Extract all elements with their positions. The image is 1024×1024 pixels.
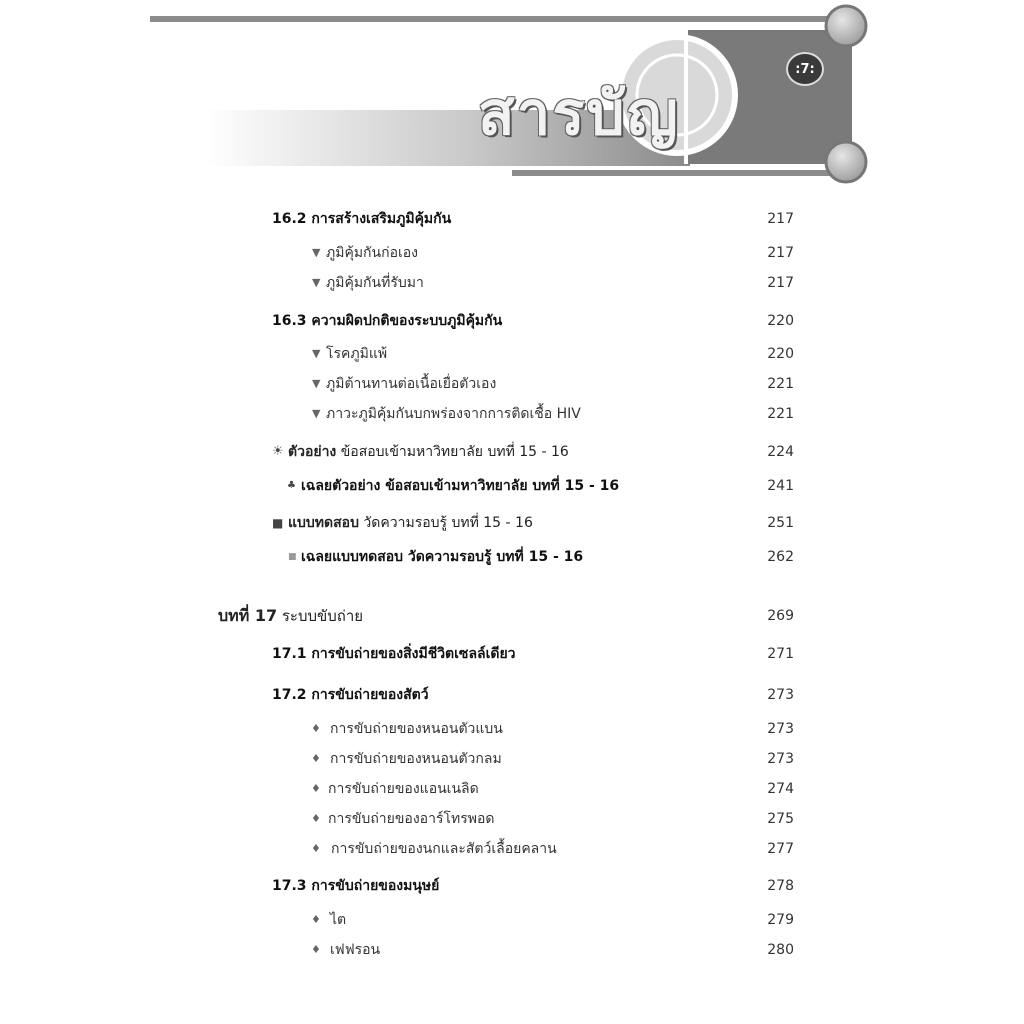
toc-entry (0, 369, 1024, 399)
toc-entry-page: 217 (767, 211, 794, 227)
toc-entry (0, 399, 1024, 429)
toc-title: สารบัญ (478, 79, 680, 149)
toc-entry (0, 542, 1024, 572)
toc-entry-label: 17.2 การขับถ่ายของสัตว์ (272, 687, 429, 703)
toc-chapter-title: ระบบขับถ่าย (281, 607, 364, 625)
toc-entry-label (288, 508, 533, 538)
toc-entry (0, 774, 1024, 804)
toc-entry (0, 639, 1024, 669)
toc-chapter (0, 601, 1024, 631)
diamond-bullet-icon: ♦ (311, 722, 321, 735)
toc-entry (0, 834, 1024, 864)
toc-chapter-number: บทที่ 17 (218, 606, 278, 625)
toc-entry-page: 275 (767, 811, 794, 827)
triangle-bullet-icon: ▼ (312, 407, 321, 420)
toc-entry-page: 279 (767, 912, 794, 928)
toc-entry-page: 217 (767, 275, 794, 291)
triangle-bullet-icon: ▼ (312, 276, 321, 289)
toc-entry-label: ภูมิคุ้มกันที่รับมา (326, 275, 424, 291)
toc-entry-label: เฉลยแบบทดสอบ วัดความรอบรู้ บทที่ 15 - 16 (301, 549, 584, 565)
page-number-badge: :7: (786, 52, 824, 86)
toc-entry (0, 744, 1024, 774)
toc-entry (0, 437, 1024, 467)
toc-entry-label: ภูมิต้านทานต่อเนื้อเยื่อตัวเอง (326, 376, 497, 392)
toc-entry-page: 277 (767, 841, 794, 857)
toc-entry (0, 306, 1024, 336)
toc-entry-page: 221 (767, 406, 794, 422)
toc-entry-label: การขับถ่ายของแอนเนลิด (328, 781, 479, 797)
toc-entry-page: 241 (767, 478, 794, 494)
toc-entry-label: ภูมิคุ้มกันก่อเอง (326, 245, 419, 261)
club-bullet-icon: ♣ (287, 480, 296, 491)
toc-entry-page: 224 (767, 444, 794, 460)
toc-entry-label-bold: ตัวอย่าง (288, 444, 337, 460)
diamond-bullet-icon: ♦ (311, 752, 321, 765)
toc-entry-page: 273 (767, 687, 794, 703)
toc-entry-page: 221 (767, 376, 794, 392)
toc-entry-label: 16.3 ความผิดปกติของระบบภูมิคุ้มกัน (272, 313, 503, 329)
toc-entry-label: การขับถ่ายของหนอนตัวกลม (330, 751, 502, 767)
toc-entry-label: ไต (330, 912, 347, 928)
diamond-bullet-icon: ♦ (311, 943, 321, 956)
toc-entry-page: 251 (767, 515, 794, 531)
diamond-bullet-icon: ♦ (311, 913, 321, 926)
toc-entry-label: การขับถ่ายของอาร์โทรพอด (328, 811, 495, 827)
toc-entry-label: เฟฟรอน (330, 942, 381, 958)
toc-entry (0, 714, 1024, 744)
toc-entry-page: 220 (767, 346, 794, 362)
small-square-bullet-icon: ■ (288, 552, 297, 562)
toc-entry (0, 935, 1024, 965)
toc-entry-label: ภาวะภูมิคุ้มกันบกพร่องจากการติดเชื้อ HIV (326, 406, 581, 422)
toc-entry-label: เฉลยตัวอย่าง ข้อสอบเข้ามหาวิทยาลัย บทที่ 15 - 16 (301, 478, 620, 494)
toc-entry (0, 339, 1024, 369)
toc-chapter-label (218, 601, 363, 631)
header-banner (0, 0, 1024, 200)
diamond-bullet-icon: ♦ (311, 812, 321, 825)
triangle-bullet-icon: ▼ (312, 347, 321, 360)
toc-entry-label: 17.3 การขับถ่ายของมนุษย์ (272, 878, 440, 894)
toc-entry-page: 280 (767, 942, 794, 958)
toc-entry (0, 680, 1024, 710)
toc-entry-page: 262 (767, 549, 794, 565)
toc-entry-label-rest: ข้อสอบเข้ามหาวิทยาลัย บทที่ 15 - 16 (340, 444, 569, 460)
triangle-bullet-icon: ▼ (312, 246, 321, 259)
square-bullet-icon: ■ (272, 516, 284, 530)
toc-entry (0, 204, 1024, 234)
toc-entry-label-bold: แบบทดสอบ (288, 515, 359, 531)
toc-entry-page: 220 (767, 313, 794, 329)
toc-entry (0, 804, 1024, 834)
toc-entry-label: การขับถ่ายของนกและสัตว์เลื้อยคลาน (331, 841, 557, 857)
toc-entry-label: การขับถ่ายของหนอนตัวแบน (330, 721, 503, 737)
toc-entry-label (288, 437, 569, 467)
sun-bullet-icon: ☀ (272, 444, 284, 459)
toc-entry-page: 273 (767, 751, 794, 767)
toc-entry (0, 905, 1024, 935)
diamond-bullet-icon: ♦ (311, 782, 321, 795)
toc-entry (0, 871, 1024, 901)
toc-entry-page: 274 (767, 781, 794, 797)
toc-entry-page: 278 (767, 878, 794, 894)
toc-entry-page: 271 (767, 646, 794, 662)
toc-entry (0, 471, 1024, 501)
toc-entry-page: 273 (767, 721, 794, 737)
diamond-bullet-icon: ♦ (311, 842, 321, 855)
triangle-bullet-icon: ▼ (312, 377, 321, 390)
toc-entry (0, 508, 1024, 538)
toc-entry-label-rest: วัดความรอบรู้ บทที่ 15 - 16 (363, 515, 533, 531)
toc-entry (0, 268, 1024, 298)
toc-entry (0, 238, 1024, 268)
toc-entry-page: 217 (767, 245, 794, 261)
toc-entry-label: โรคภูมิแพ้ (326, 346, 388, 362)
toc-entry-page: 269 (767, 608, 794, 624)
toc-entry-label: 17.1 การขับถ่ายของสิ่งมีชีวิตเซลล์เดียว (272, 646, 516, 662)
toc-entry-label: 16.2 การสร้างเสริมภูมิคุ้มกัน (272, 211, 452, 227)
